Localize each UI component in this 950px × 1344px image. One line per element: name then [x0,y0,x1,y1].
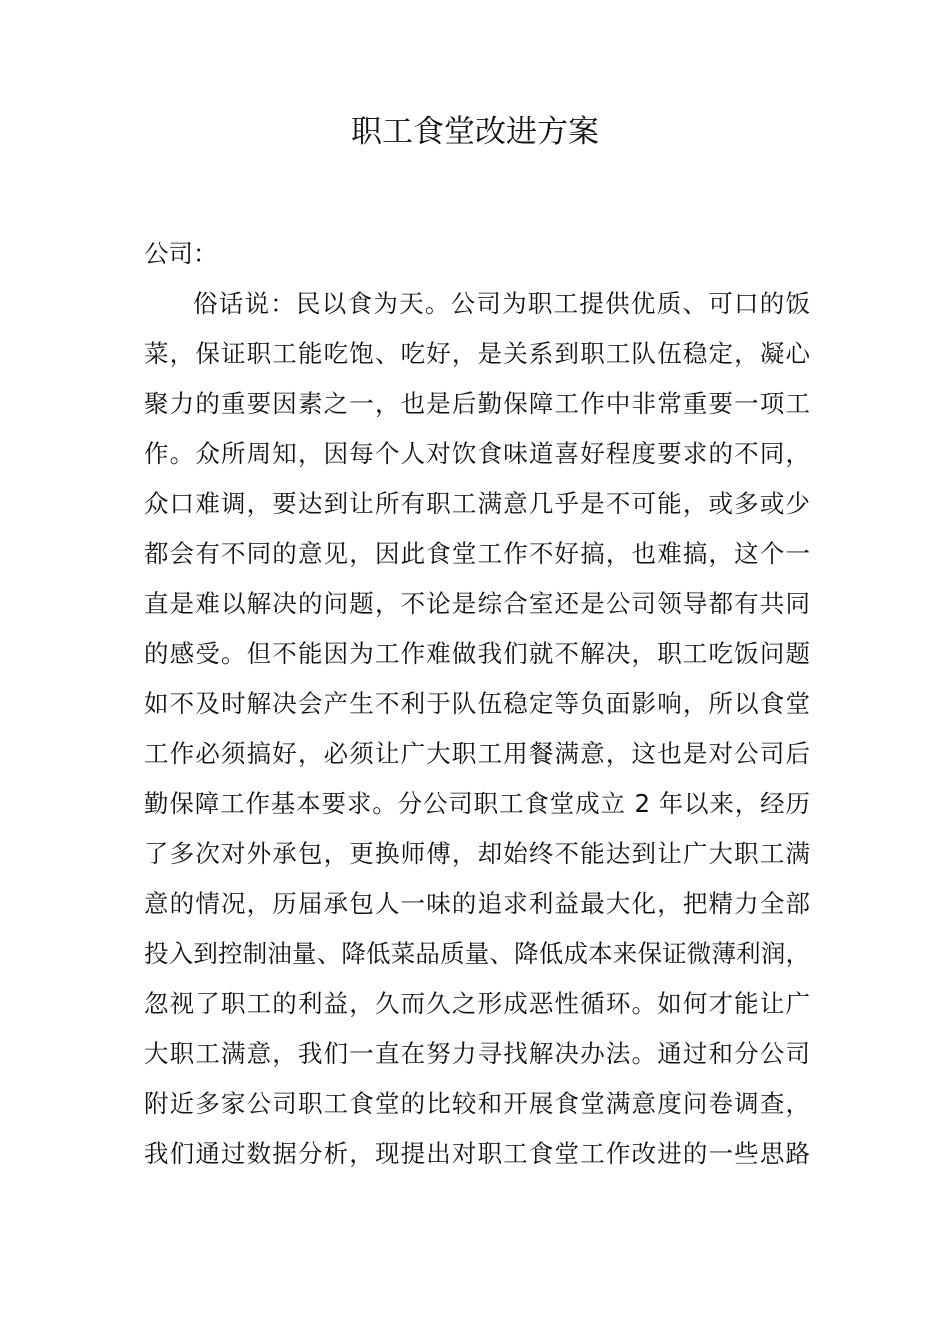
body-line: 的感受。但不能因为工作难做我们就不解决，职工吃饭问题 [144,639,810,668]
body-line: 聚力的重要因素之一，也是后勤保障工作中非常重要一项工 [144,389,810,418]
body-line: 我们通过数据分析，现提出对职工食堂工作改进的一些思路 [144,1139,810,1168]
body-line: 都会有不同的意见，因此食堂工作不好搞，也难搞，这个一 [144,539,810,568]
body-line: 众口难调，要达到让所有职工满意几乎是不可能，或多或少 [144,489,810,518]
body-line: 直是难以解决的问题，不论是综合室还是公司领导都有共同 [144,589,810,618]
body-line: 工作必须搞好，必须让广大职工用餐满意，这也是对公司后 [144,739,810,768]
salutation: 公司： [144,239,218,268]
body-line: 勤保障工作基本要求。分公司职工食堂成立 2 年以来，经历 [144,789,810,818]
body-line: 菜，保证职工能吃饱、吃好，是关系到职工队伍稳定，凝心 [144,339,810,368]
body-paragraph [144,282,810,1182]
body-line: 附近多家公司职工食堂的比较和开展食堂满意度问卷调查， [144,1089,810,1118]
body-line: 如不及时解决会产生不利于队伍稳定等负面影响，所以食堂 [144,689,810,718]
body-line: 作。众所周知，因每个人对饮食味道喜好程度要求的不同， [144,439,810,468]
body-line: 大职工满意，我们一直在努力寻找解决办法。通过和分公司 [144,1039,810,1068]
body-line: 意的情况，历届承包人一味的追求利益最大化，把精力全部 [144,889,810,918]
document-title: 职工食堂改进方案 [351,114,599,150]
body-line: 忽视了职工的利益，久而久之形成恶性循环。如何才能让广 [144,989,810,1018]
body-line: 了多次对外承包，更换师傅，却始终不能达到让广大职工满 [144,839,810,868]
body-line: 投入到控制油量、降低菜品质量、降低成本来保证微薄利润， [144,939,810,968]
body-line: 俗话说：民以食为天。公司为职工提供优质、可口的饭 [193,289,810,318]
